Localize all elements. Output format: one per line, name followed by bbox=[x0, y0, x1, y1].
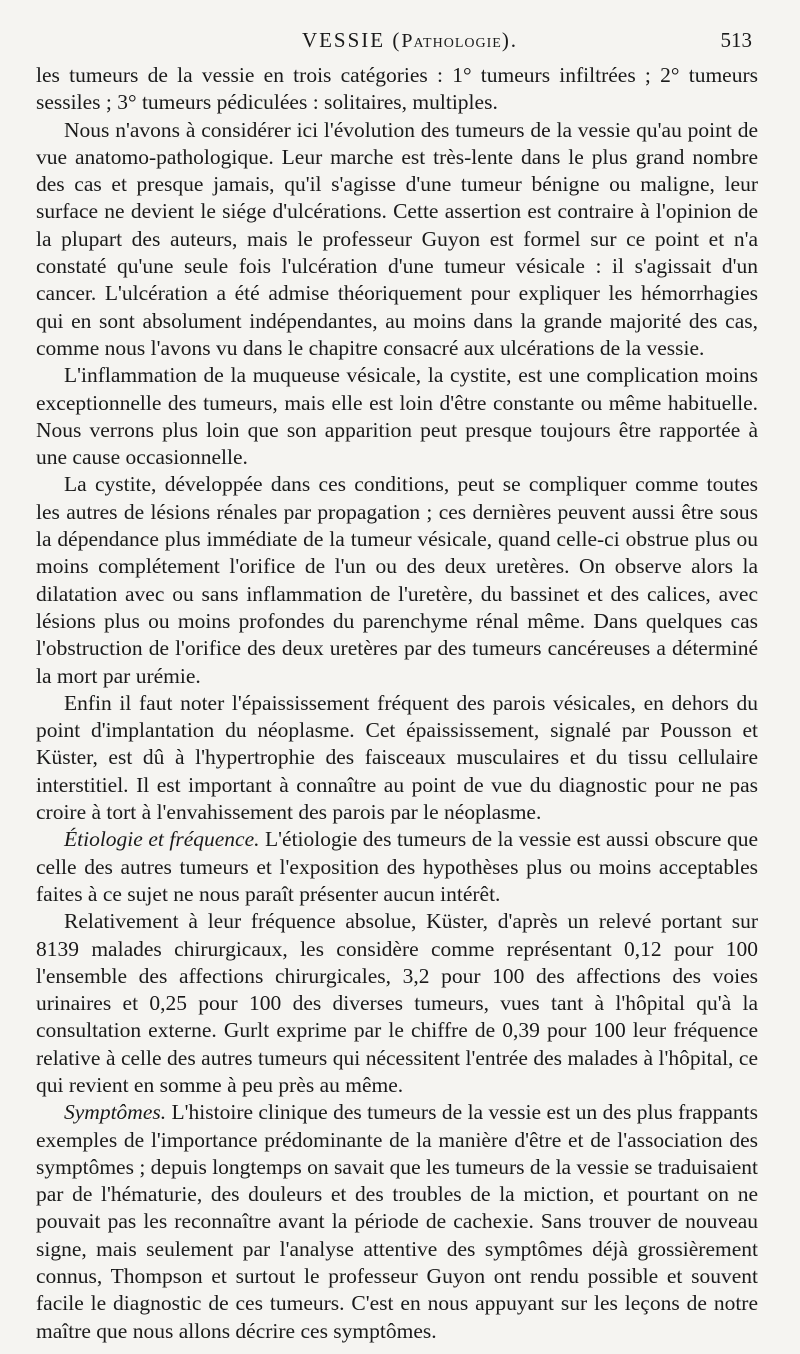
paragraph: Relativement à leur fréquence absolue, Küster, d'après un relevé portant sur 8139 malades chirurgicaux, les considère comme représentant 0,12 pour 100 l'ensemble des affections chirurgicales, 3,2 pour 100 des affections des voies urinaires et 0,25 pour 100 des diverses tumeurs, vues tant à l'hôpital qu'à la consultation externe. Gurlt exprime par le chiffre de 0,39 pour 100 leur fréquence relative à celle des autres tumeurs qui nécessitent l'entrée des malades à l'hôpital, ce qui revient en somme à peu près au même. bbox=[36, 909, 758, 1097]
paragraph: Nous n'avons à considérer ici l'évolution des tumeurs de la vessie qu'au point de vue anatomo-pathologique. Leur marche est très-lente dans le plus grand nombre des cas et presque jamais, qu'il s'agisse d'une tumeur bénigne ou maligne, leur surface ne devient le siége d'ulcérations. Cette assertion est contraire à l'opinion de la plupart des auteurs, mais le professeur Guyon est formel sur ce point et n'a constaté qu'une seule fois l'ulcération d'une tumeur vésicale : il s'agissait d'un cancer. L'ulcération a été admise théoriquement pour expliquer les hémorrhagies qui en sont absolument indépendantes, au moins dans la grande majorité des cas, comme nous l'avons vu dans le chapitre consacré aux ulcérations de la vessie. bbox=[36, 117, 758, 360]
section-heading-etiologie: Étiologie et fréquence. bbox=[64, 827, 260, 852]
paragraph: les tumeurs de la vessie en trois catégories : 1° tumeurs infiltrées ; 2° tumeurs sessiles ; 3° tumeurs pédiculées : solitaires, multiples. bbox=[36, 63, 758, 115]
paragraph-text: L'histoire clinique des tumeurs de la vessie est un des plus frappants exemples de l'importance prédominante de la manière d'être et de l'association des symptômes ; depuis longtemps on savait que les tumeurs de la vessie se traduisaient par de l'hématurie, des douleurs et des troubles de la miction, et pourtant on ne pouvait pas les reconnaître avant la période de cachexie. Sans trouver de nouveau signe, mais seulement par l'analyse attentive des symptômes déjà grossièrement connus, Thompson et surtout le professeur Guyon ont rendu possible et souvent facile le diagnostic de ces tumeurs. C'est en nous appuyant sur les leçons de notre maître que nous allons décrire ces symptômes. bbox=[36, 1100, 758, 1343]
paragraph-text: L'étiologie des tumeurs de la vessie est aussi obscure que celle des autres tumeurs et l'exposition des hypothèses plus ou moins acceptables faites à ce sujet ne nous paraît présenter aucun intérêt. bbox=[36, 827, 758, 906]
running-head-end: ). bbox=[501, 28, 519, 52]
running-head-subtitle: Pathologie bbox=[401, 30, 502, 52]
section-heading-symptomes: Symptômes. bbox=[64, 1100, 167, 1125]
page-number: 513 bbox=[720, 28, 752, 52]
paragraph: L'inflammation de la muqueuse vésicale, la cystite, est une complication moins exceptionnelle des tumeurs, mais elle est loin d'être constante ou même habituelle. Nous verrons plus loin que son apparition peut presque toujours être rapportée à une cause occasionnelle. bbox=[36, 363, 758, 470]
running-head-main: VESSIE ( bbox=[301, 28, 402, 52]
page-header bbox=[60, 28, 760, 60]
paragraph bbox=[36, 1099, 758, 1345]
body-text bbox=[36, 62, 758, 1345]
paragraph: La cystite, développée dans ces conditions, peut se compliquer comme toutes les autres de lésions rénales par propagation ; ces dernières peuvent aussi être sous la dépendance plus immédiate de la tumeur vésicale, quand celle-ci obstrue plus ou moins complétement l'orifice de l'un ou des deux uretères. On observe alors la dilatation avec ou sans inflammation de l'uretère, du bassinet et des calices, avec lésions plus ou moins profondes du parenchyme rénal même. Dans quelques cas l'obstruction de l'orifice des deux uretères par des tumeurs cancéreuses a déterminé la mort par urémie. bbox=[36, 472, 758, 688]
paragraph: Enfin il faut noter l'épaississement fréquent des parois vésicales, en dehors du point d'implantation du néoplasme. Cet épaississement, signalé par Pousson et Küster, est dû à l'hypertrophie des faisceaux musculaires et du tissu cellulaire interstitiel. Il est important à connaître au point de vue du diagnostic pour ne pas croire à tort à l'envahissement des parois par le néoplasme. bbox=[36, 690, 758, 825]
running-head bbox=[60, 28, 760, 53]
paragraph bbox=[36, 826, 758, 908]
